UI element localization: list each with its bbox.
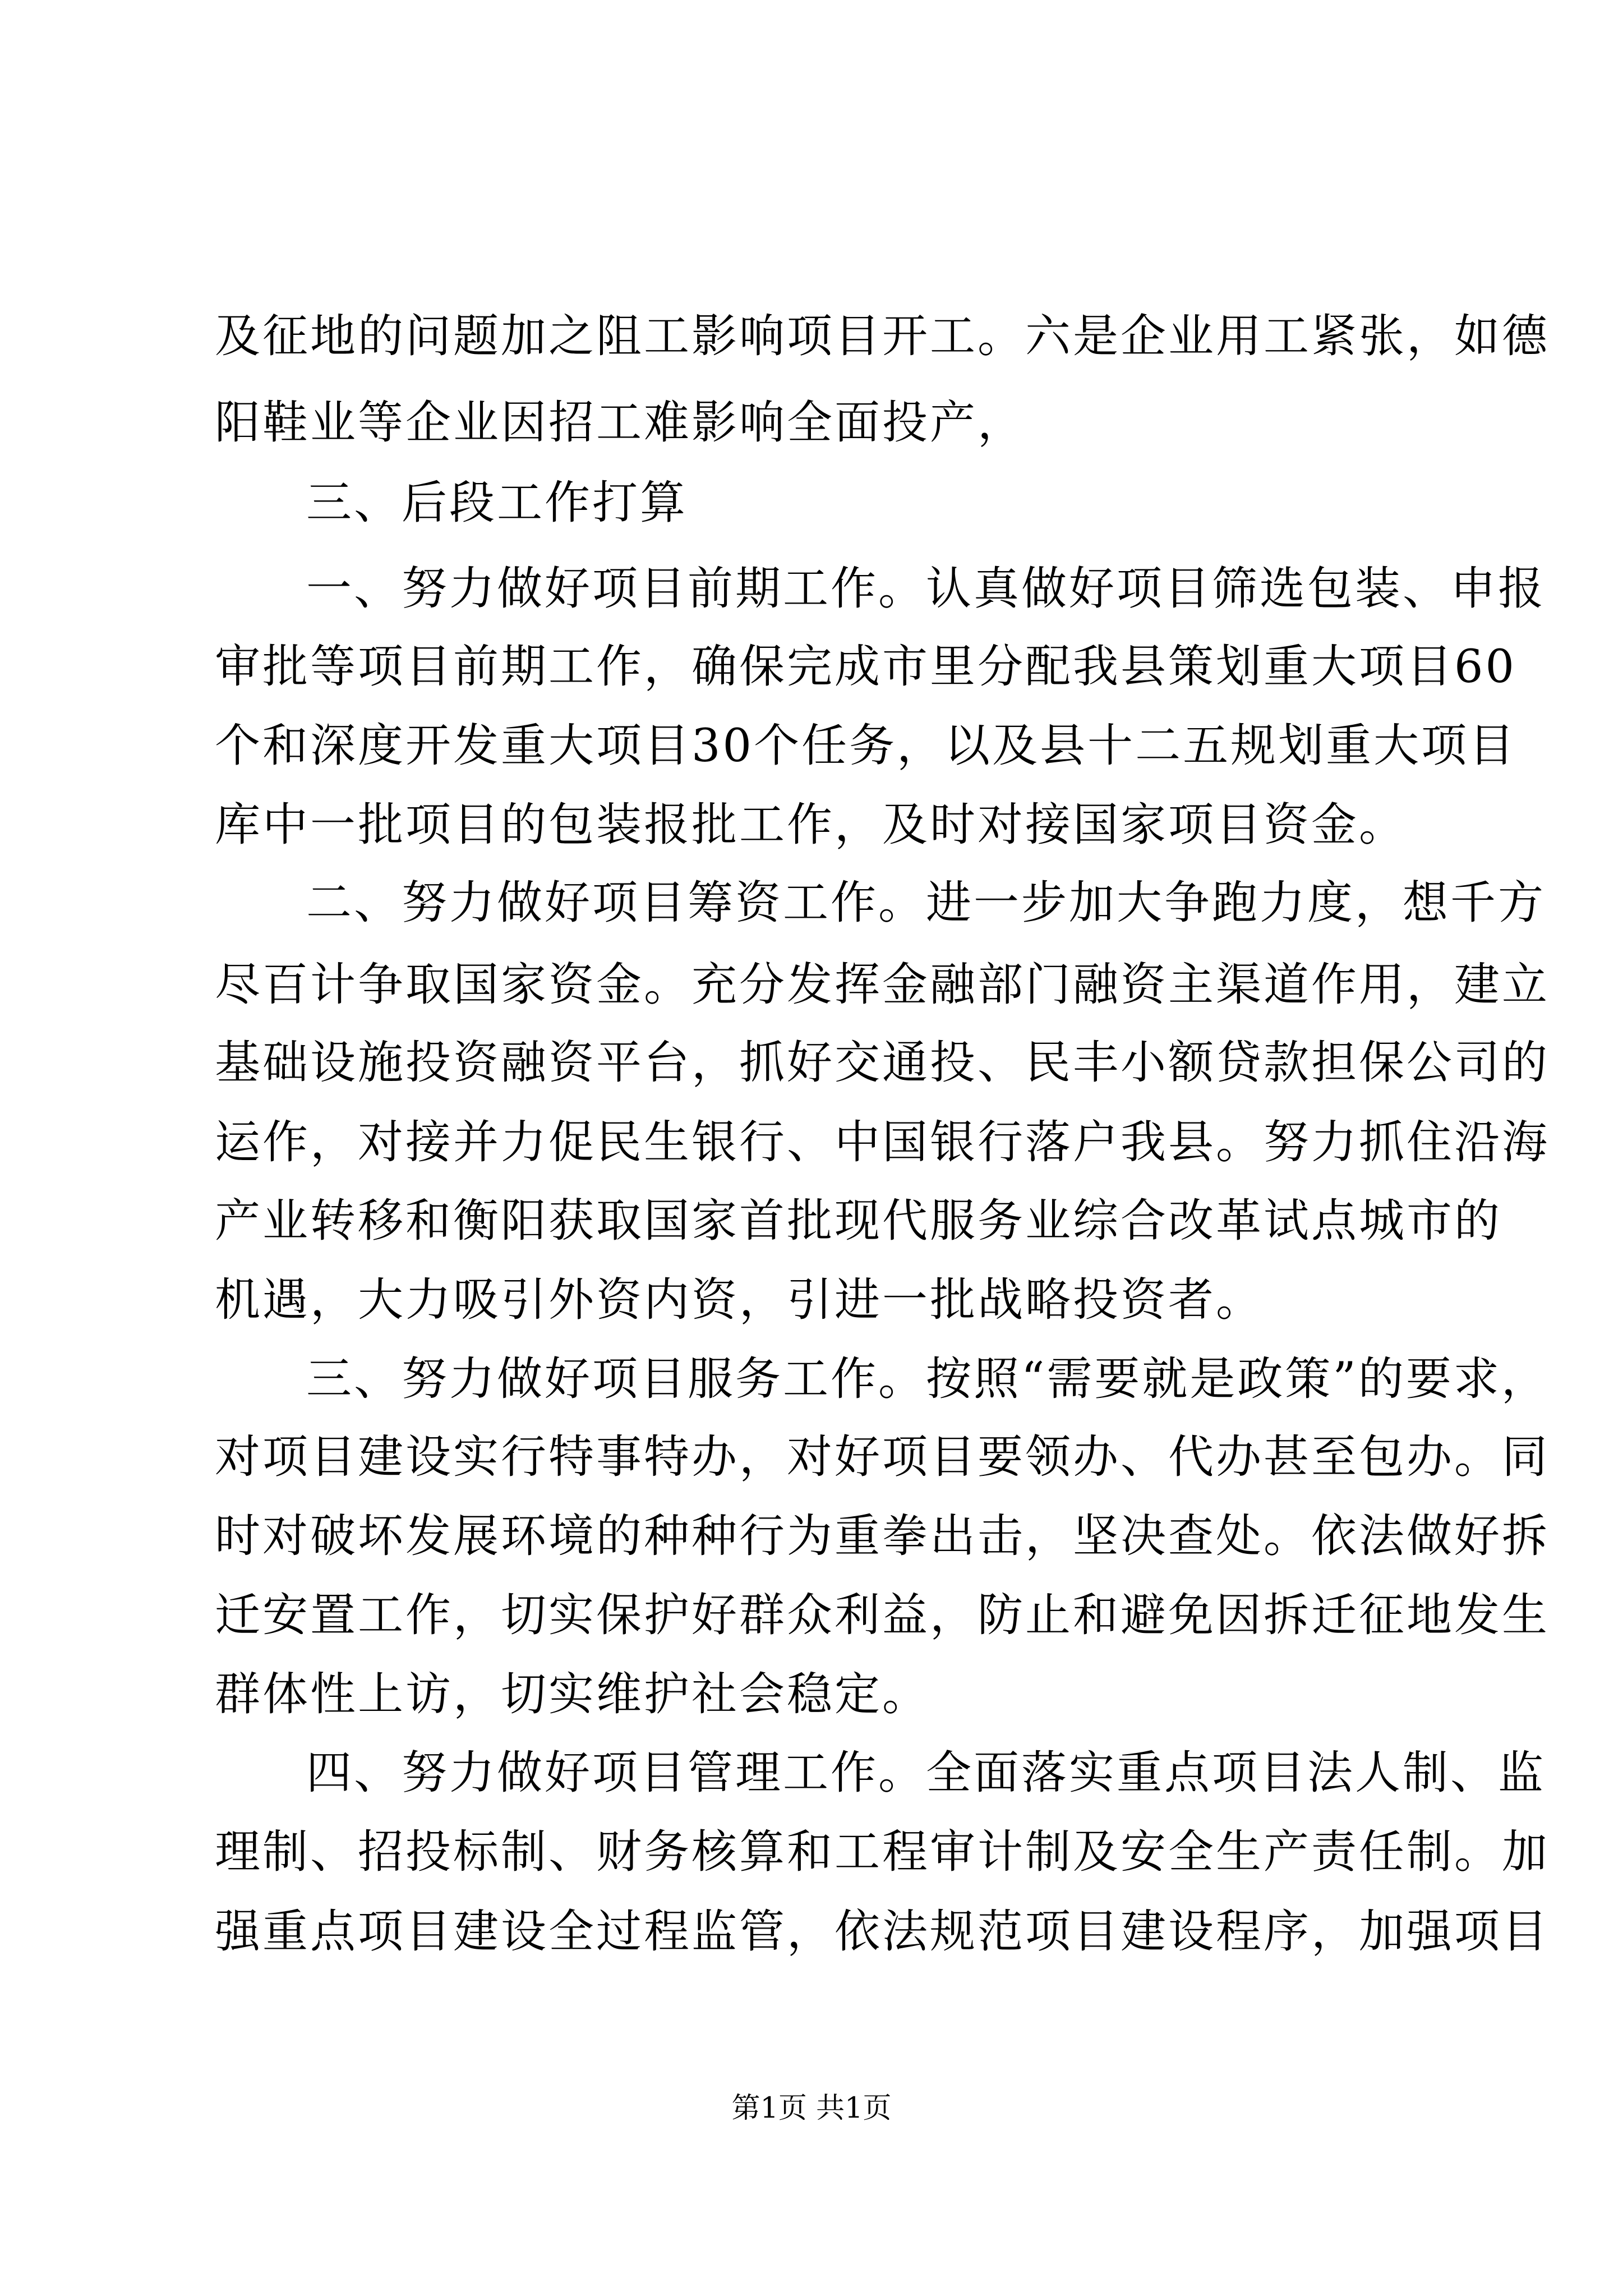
paragraph-start-line: 二、努力做好项目筹资工作。进一步加大争跑力度，想千方 <box>306 877 1546 930</box>
paragraph-start-line: 三、努力做好项目服务工作。按照“需要就是政策”的要求， <box>306 1353 1549 1406</box>
text-line: 理制、招投标制、财务核算和工程审计制及安全生产责任制。加 <box>215 1826 1550 1879</box>
text-line: 群体性上访，切实维护社会稳定。 <box>215 1668 930 1721</box>
paragraph-start-line: 四、努力做好项目管理工作。全面落实重点项目法人制、监 <box>306 1747 1546 1800</box>
text-line: 产业转移和衡阳获取国家首批现代服务业综合改革试点城市的 <box>215 1195 1502 1248</box>
section-heading: 三、后段工作打算 <box>306 477 688 530</box>
text-line: 阳鞋业等企业因招工难影响全面投产， <box>215 397 1026 449</box>
text-line: 基础设施投资融资平台，抓好交通投、民丰小额贷款担保公司的 <box>215 1037 1550 1089</box>
text-line: 尽百计争取国家资金。充分发挥金融部门融资主渠道作用，建立 <box>215 959 1550 1011</box>
text-line: 机遇，大力吸引外资内资，引进一批战略投资者。 <box>215 1274 1264 1327</box>
page-footer: 第1页 共1页 <box>731 2092 892 2125</box>
text-line: 库中一批项目的包装报批工作，及时对接国家项目资金。 <box>215 799 1407 852</box>
text-line: 对项目建设实行特事特办，对好项目要领办、代办甚至包办。同 <box>215 1431 1550 1484</box>
text-line: 强重点项目建设全过程监管，依法规范项目建设程序，加强项目 <box>215 1906 1550 1958</box>
text-line: 及征地的问题加之阻工影响项目开工。六是企业用工紧张，如德 <box>215 310 1550 363</box>
text-line: 个和深度开发重大项目30个任务，以及县十二五规划重大项目 <box>215 720 1517 772</box>
text-line: 迁安置工作，切实保护好群众利益，防止和避免因拆迁征地发生 <box>215 1589 1550 1642</box>
text-line: 时对破坏发展环境的种种行为重拳出击，坚决查处。依法做好拆 <box>215 1510 1550 1563</box>
text-line: 审批等项目前期工作，确保完成市里分配我县策划重大项目60 <box>215 641 1517 693</box>
text-line: 运作，对接并力促民生银行、中国银行落户我县。努力抓住沿海 <box>215 1116 1550 1169</box>
paragraph-start-line: 一、努力做好项目前期工作。认真做好项目筛选包装、申报 <box>306 563 1546 615</box>
